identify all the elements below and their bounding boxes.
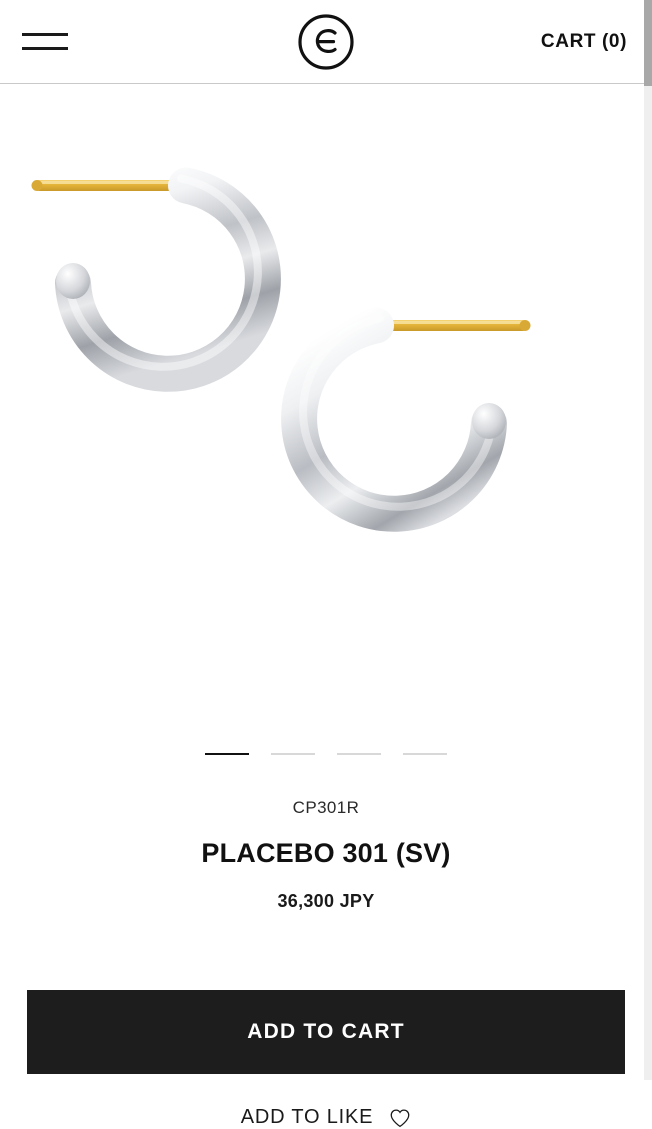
product-gallery[interactable] bbox=[0, 84, 652, 672]
site-header bbox=[0, 0, 652, 84]
add-to-like-label: ADD TO LIKE bbox=[240, 1106, 374, 1128]
scrollbar-thumb[interactable] bbox=[644, 0, 652, 86]
earring-right bbox=[299, 319, 530, 514]
heart-icon bbox=[389, 1108, 411, 1128]
hamburger-line bbox=[22, 47, 68, 50]
cart-link[interactable]: CART (0) bbox=[540, 30, 627, 52]
earring-left bbox=[32, 179, 263, 374]
product-title: PLACEBO 301 (SV) bbox=[201, 838, 451, 868]
product-actions bbox=[0, 990, 652, 1129]
gallery-slide[interactable] bbox=[0, 84, 652, 672]
site-logo[interactable] bbox=[297, 13, 355, 71]
scrollbar-track[interactable] bbox=[644, 0, 652, 1080]
product-image bbox=[26, 148, 626, 608]
gallery-pagination[interactable] bbox=[0, 734, 652, 774]
gallery-pagination-dot-1[interactable] bbox=[205, 753, 249, 755]
hamburger-line bbox=[22, 33, 68, 36]
add-to-like-button[interactable] bbox=[27, 1106, 625, 1129]
product-info bbox=[0, 774, 652, 912]
product-price: 36,300 JPY bbox=[277, 891, 375, 911]
logo-icon bbox=[297, 13, 355, 71]
product-sku: CP301R bbox=[292, 798, 360, 817]
gallery-pagination-dot-4[interactable] bbox=[403, 753, 447, 755]
gallery-pagination-dot-2[interactable] bbox=[271, 753, 315, 755]
add-to-cart-button[interactable]: ADD TO CART bbox=[27, 990, 625, 1074]
gallery-pagination-dot-3[interactable] bbox=[337, 753, 381, 755]
hamburger-menu-icon[interactable] bbox=[22, 27, 68, 57]
